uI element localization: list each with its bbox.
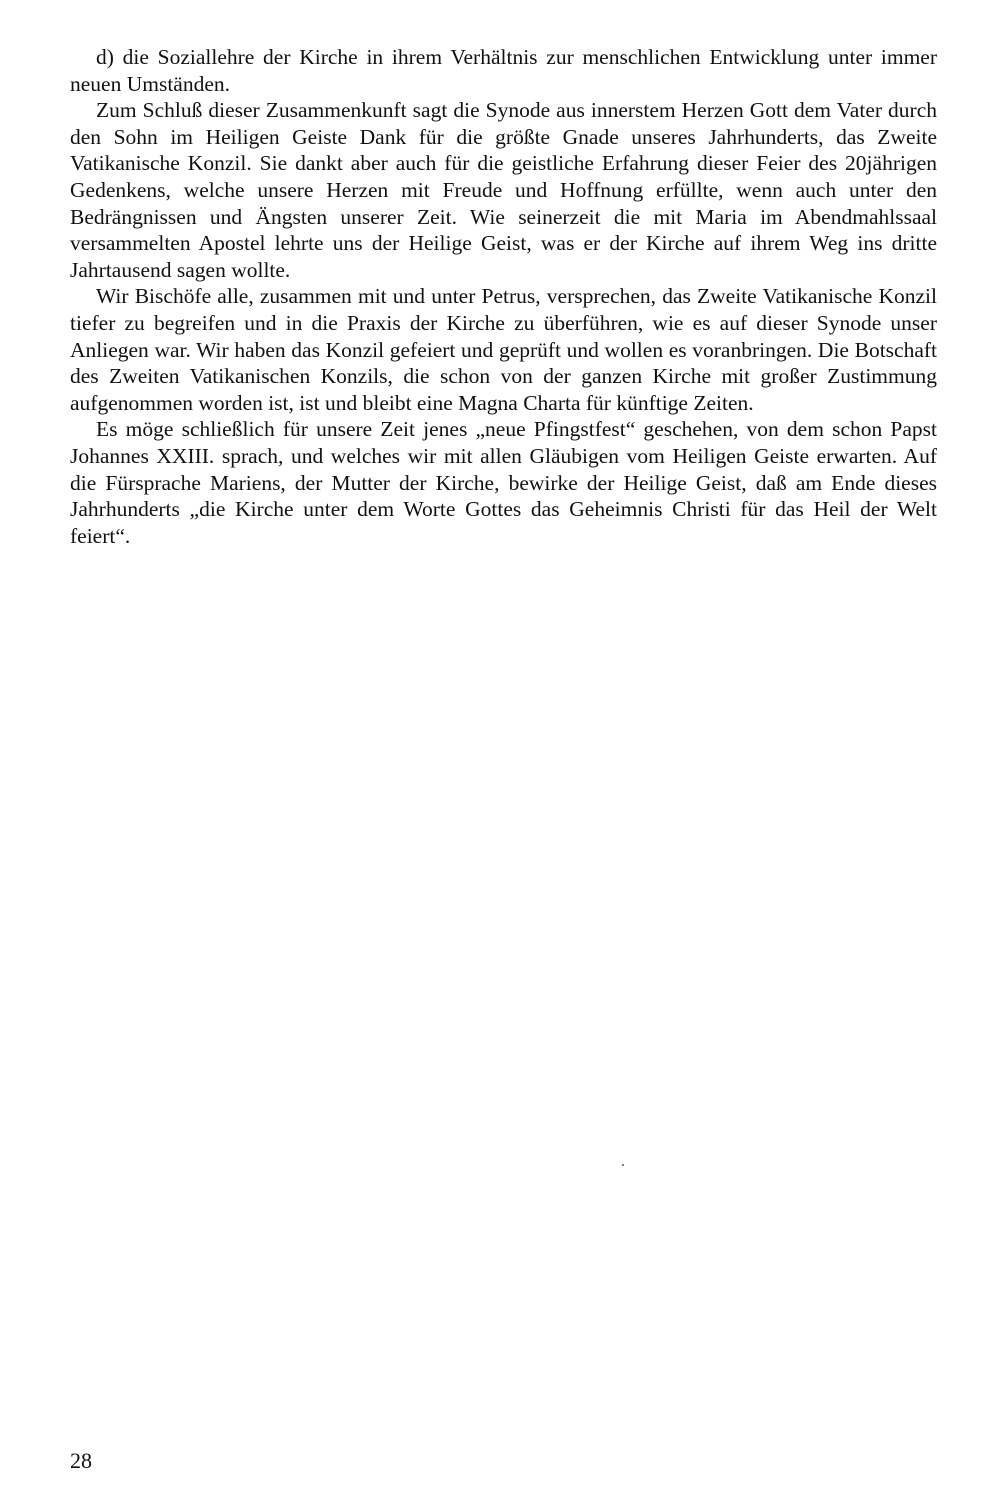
paragraph-social-teaching: d) die Soziallehre der Kirche in ihrem Verhältnis zur menschlichen Entwicklung unter immer neuen Umständen. [70,45,937,96]
paragraph-new-pentecost: Es möge schließlich für unsere Zeit jenes „neue Pfingstfest“ geschehen, von dem schon Papst Johannes XXIII. sprach, und welches wir mit allen Gläubigen vom Heiligen Geiste erwarten. Auf die Fürsprache Mariens, der Mutter der Kirche, bewirke der Heilige Geist, daß am Ende dieses Jahrhunderts „die Kirche unter dem Worte Gottes das Geheimnis Christi für das Heil der Welt feiert“. [70,417,937,548]
paragraph-bishops-promise: Wir Bischöfe alle, zusammen mit und unter Petrus, versprechen, das Zweite Vatikanische Konzil tiefer zu begreifen und in die Praxis der Kirche zu überführen, wie es auf dieser Synode unser Anliegen war. Wir haben das Konzil gefeiert und geprüft und wollen es voranbringen. Die Botschaft des Zweiten Vatikanischen Konzils, die schon von der ganzen Kirche mit großer Zustimmung aufgenommen worden ist, ist und bleibt eine Magna Charta für künftige Zeiten. [70,284,937,415]
page-number: 28 [70,1448,92,1473]
scan-speck [622,1164,624,1166]
paragraph-closing-thanks: Zum Schluß dieser Zusammenkunft sagt die Synode aus innerstem Herzen Gott dem Vater durch den Sohn im Heiligen Geiste Dank für die größte Gnade unseres Jahrhunderts, das Zweite Vatikanische Konzil. Sie dankt aber auch für die geistliche Erfahrung dieser Feier des 20jährigen Gedenkens, welche unsere Herzen mit Freude und Hoffnung erfüllte, wenn auch unter den Bedrängnissen und Ängsten unserer Zeit. Wie seinerzeit die mit Maria im Abendmahlssaal versammelten Apostel lehrte uns der Heilige Geist, was er der Kirche auf ihrem Weg ins dritte Jahrtausend sagen wollte. [70,98,937,282]
body-text [70,44,937,549]
